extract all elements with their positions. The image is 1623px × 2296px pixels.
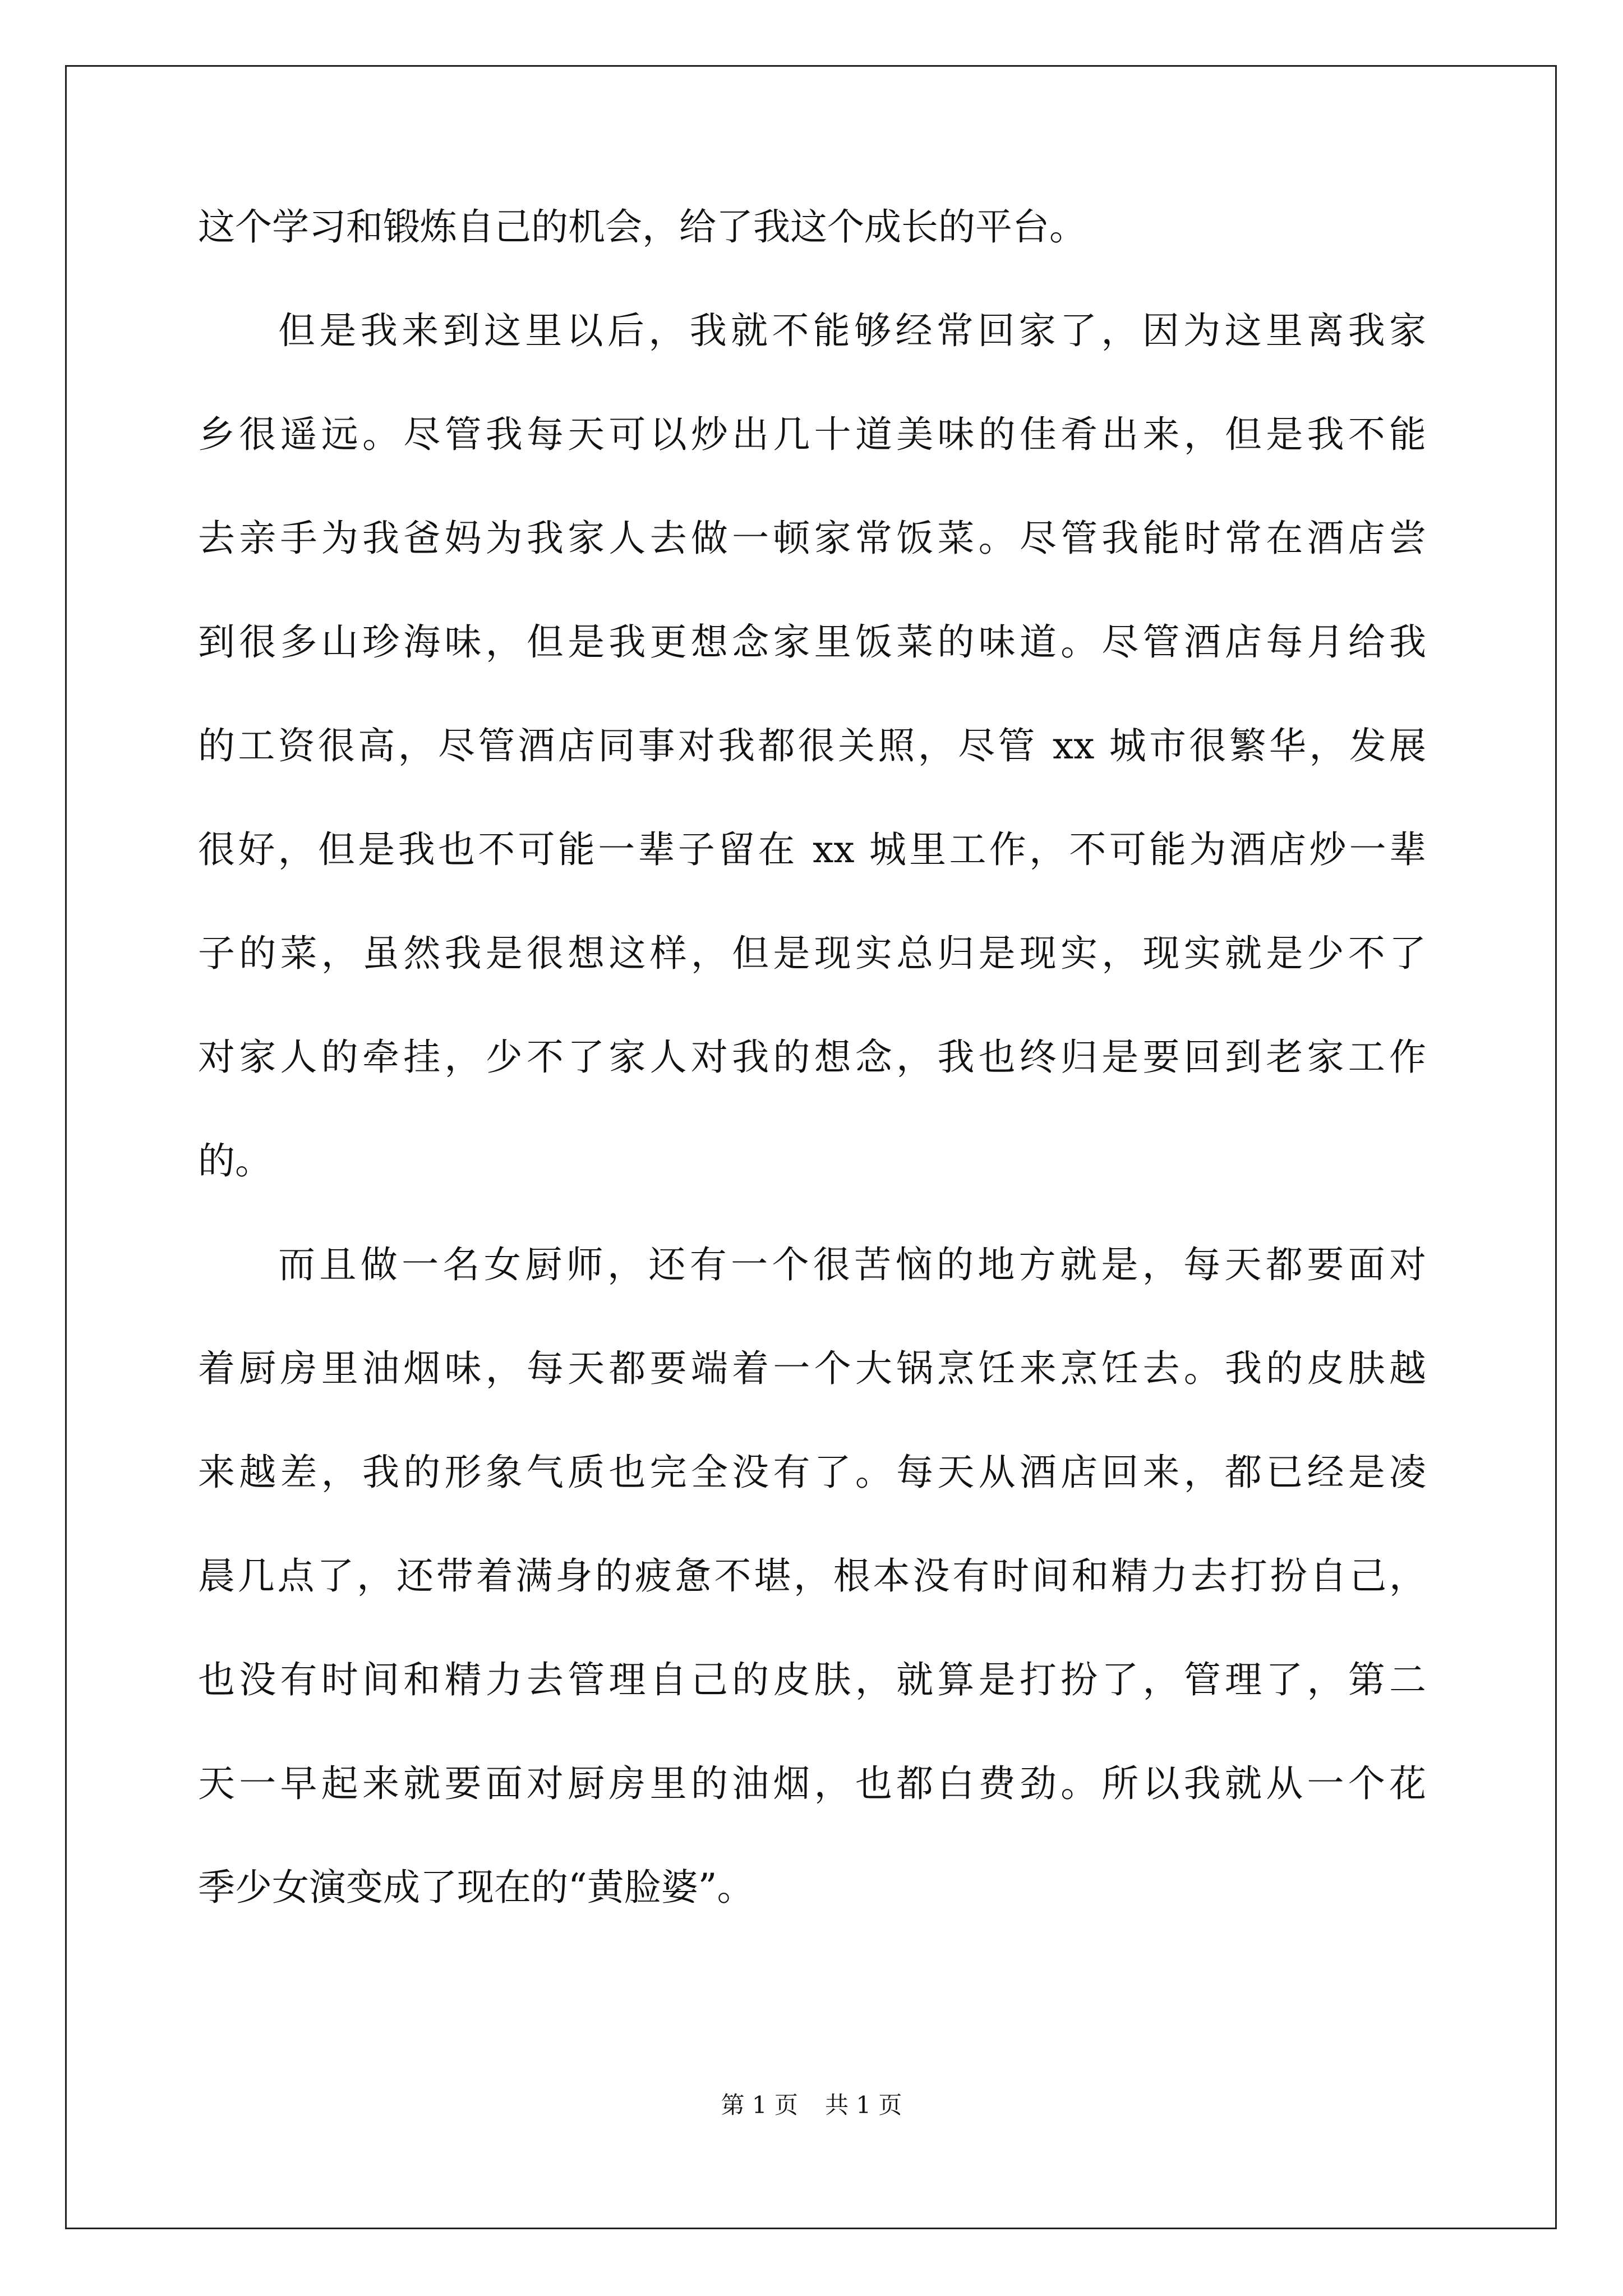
text-line: 去亲手为我爸妈为我家人去做一顿家常饭菜。尽管我能时常在酒店尝 bbox=[198, 517, 1426, 560]
page-footer bbox=[0, 2091, 1623, 2119]
text-line: 季少女演变成了现在的“黄脸婆”。 bbox=[198, 1866, 754, 1909]
text-line: 而且做一名女厨师，还有一个很苦恼的地方就是，每天都要面对 bbox=[278, 1243, 1426, 1286]
text-line: 的工资很高，尽管酒店同事对我都很关照，尽管 xx 城市很繁华，发展 bbox=[198, 724, 1426, 767]
text-line: 天一早起来就要面对厨房里的油烟，也都白费劲。所以我就从一个花 bbox=[198, 1762, 1426, 1805]
text-line: 的。 bbox=[198, 1139, 272, 1182]
text-line: 着厨房里油烟味，每天都要端着一个大锅烹饪来烹饪去。我的皮肤越 bbox=[198, 1347, 1426, 1390]
text-line: 到很多山珍海味，但是我更想念家里饭菜的味道。尽管酒店每月给我 bbox=[198, 620, 1426, 664]
page-number: 第 1 页 bbox=[721, 2091, 798, 2119]
text-line: 对家人的牵挂，少不了家人对我的想念，我也终归是要回到老家工作 bbox=[198, 1036, 1426, 1079]
text-line: 子的菜，虽然我是很想这样，但是现实总归是现实，现实就是少不了 bbox=[198, 932, 1426, 975]
text-line: 很好，但是我也不可能一辈子留在 xx 城里工作，不可能为酒店炒一辈 bbox=[198, 828, 1426, 871]
text-line: 晨几点了，还带着满身的疲惫不堪，根本没有时间和精力去打扮自己， bbox=[198, 1554, 1426, 1598]
text-line: 来越差，我的形象气质也完全没有了。每天从酒店回来，都已经是凌 bbox=[198, 1451, 1426, 1494]
text-line: 但是我来到这里以后，我就不能够经常回家了，因为这里离我家 bbox=[278, 309, 1426, 352]
text-line: 也没有时间和精力去管理自己的皮肤，就算是打扮了，管理了，第二 bbox=[198, 1658, 1426, 1701]
page-total: 共 1 页 bbox=[825, 2091, 902, 2119]
text-line: 乡很遥远。尽管我每天可以炒出几十道美味的佳肴出来，但是我不能 bbox=[198, 413, 1426, 456]
text-line: 这个学习和锻炼自己的机会，给了我这个成长的平台。 bbox=[198, 205, 1086, 249]
document-body bbox=[198, 205, 1426, 1972]
